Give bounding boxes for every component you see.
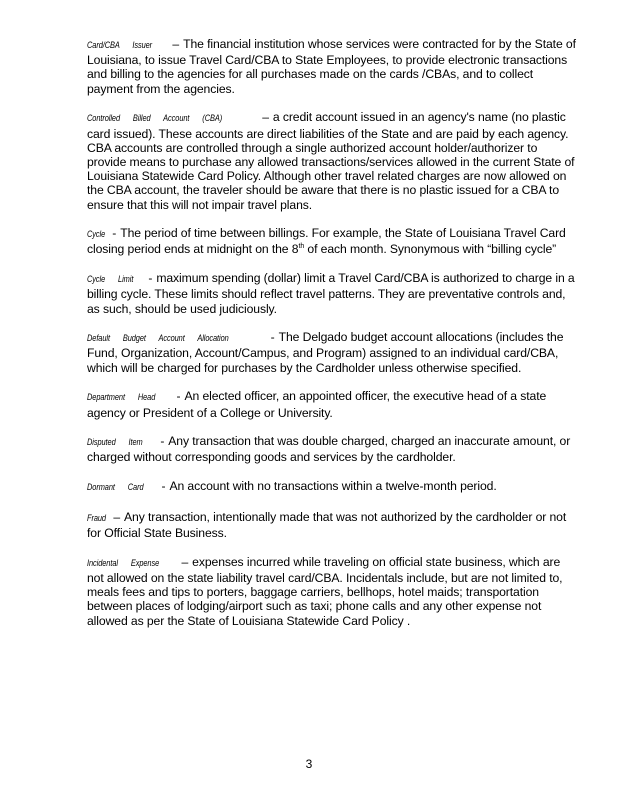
separator: - (112, 226, 117, 241)
glossary-entry-incidental-expense (87, 555, 577, 628)
separator: – (113, 509, 121, 524)
glossary-term: Dormant Card (87, 482, 144, 494)
glossary-definition: The Delgado budget account allocations (includes the Fund, Organization, Account/Campus, and Program) assigned to an individual card/CBA, which will be charged for purchases by the Cardholder unless otherwise specified. (87, 330, 564, 375)
glossary-term: Incidental Expense (87, 557, 160, 569)
glossary-term: Fraud (87, 512, 106, 524)
glossary-term: Cycle Limit (87, 274, 134, 286)
glossary-definition: expenses incurred while traveling on official state business, which are not allowed on the state liability travel card/CBA. Incidentals include, but are not limited to, meals fees and tips to porters, baggage carriers, bellhops, hotel maids; transportation between places of lodging/airport such as taxi; phone calls and any other expense not allowed as per the State of Louisiana Statewide Card Policy . (87, 554, 563, 628)
separator: - (270, 330, 275, 345)
glossary-definition: Any transaction, intentionally made that was not authorized by the cardholder or not for Official State Business. (87, 509, 567, 541)
glossary-entry-controlled-billed-account (87, 110, 577, 211)
glossary-term: Disputed Item (87, 437, 143, 449)
glossary-entry-dormant-card (87, 479, 577, 495)
glossary-definition: The financial institution whose services were contracted for by the State of Louisiana, to issue Travel Card/CBA to State Employees, to provide electronic transactions and billing to the agencies for all purchases made on the cards /CBAs, and to collect payment from the agencies. (87, 37, 576, 96)
glossary-entry-cycle (87, 226, 577, 256)
glossary-definition: An elected officer, an appointed officer, the executive head of a state agency or President of a College or University. (87, 389, 547, 420)
definition-text: The period of time between billings. For example, the State of Louisiana Travel Card closing period ends at midnight on the 8 (87, 226, 566, 257)
glossary-term: Card/CBA Issuer (87, 40, 153, 51)
definition-text: of each month. Synonymous with “billing cycle” (304, 242, 557, 257)
glossary-term: Default Budget Account Allocation (87, 333, 229, 345)
glossary-entry-default-budget-account-allocation (87, 330, 577, 375)
separator: – (172, 37, 180, 51)
glossary-term: Department Head (87, 392, 156, 404)
glossary-definition: An account with no transactions within a twelve-month period. (169, 479, 497, 494)
separator: – (262, 110, 269, 125)
glossary-term: Cycle (87, 229, 106, 241)
separator: - (161, 479, 166, 494)
separator: - (148, 271, 153, 286)
glossary-definition: maximum spending (dollar) limit a Travel Card/CBA is authorized to charge in a billing cycle. These limits should reflect travel patterns. They are preventative controls and, as such, should be used judiciously. (87, 271, 575, 316)
page-number: 3 (305, 757, 313, 771)
separator: - (176, 389, 181, 404)
glossary-entry-department-head (87, 389, 577, 419)
glossary-entry-fraud (87, 510, 577, 540)
glossary-definition (87, 226, 566, 256)
ordinal-suffix: th (298, 243, 305, 251)
separator: - (160, 434, 165, 449)
glossary-entry-cycle-limit (87, 271, 577, 316)
glossary-entry-disputed-item (87, 434, 577, 464)
glossary-term: Controlled Billed Account (CBA) (87, 113, 223, 125)
separator: – (181, 554, 189, 569)
glossary-page (87, 37, 577, 642)
glossary-entry-card-cba-issuer (87, 37, 577, 96)
glossary-definition: Any transaction that was double charged, charged an inaccurate amount, or charged without corresponding goods and services by the cardholder. (87, 434, 571, 465)
glossary-definition: a credit account issued in an agency's name (no plastic card issued). These accounts are direct liabilities of the State and are paid by each agency. CBA accounts are controlled through a single authorized account holder/authorizer to provide means to purchase any allowed transactions/services allowed in the current State of Louisiana Statewide Card Policy. Although other travel related charges are now allowed on the CBA account, the traveler should be aware that there is no plastic issued for a CBA to ensure that this will not impair travel plans. (87, 110, 575, 212)
